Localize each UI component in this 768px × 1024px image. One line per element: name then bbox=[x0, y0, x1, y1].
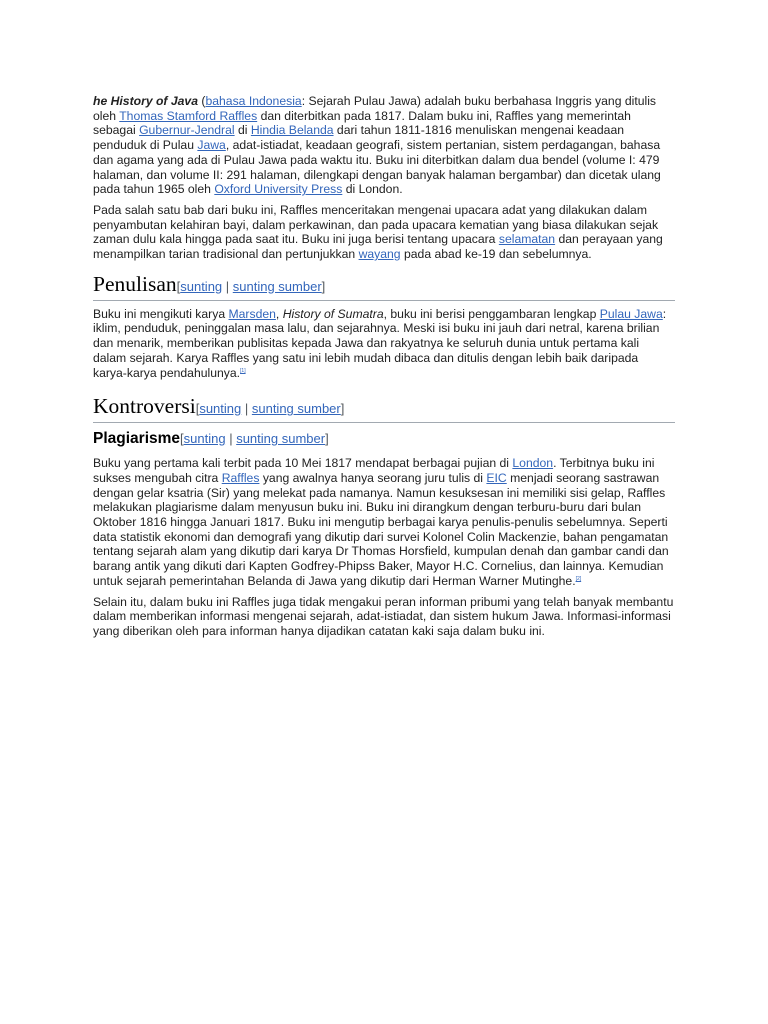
heading-title-plagiarisme: Plagiarisme bbox=[93, 430, 181, 448]
article-body bbox=[93, 94, 675, 645]
section-heading-plagiarisme bbox=[93, 429, 675, 449]
section-heading-penulisan bbox=[93, 272, 675, 301]
text-run: pada abad ke-19 dan sebelumnya. bbox=[400, 247, 592, 262]
link-eic[interactable]: EIC bbox=[486, 470, 507, 485]
link-jawa[interactable]: Jawa bbox=[197, 138, 226, 153]
link-oxford-university-press[interactable]: Oxford University Press bbox=[214, 182, 343, 197]
separator: | bbox=[241, 401, 252, 417]
penulisan-paragraph bbox=[93, 307, 675, 381]
heading-title-penulisan: Penulisan bbox=[93, 271, 177, 296]
text-run: di bbox=[234, 123, 251, 138]
separator: | bbox=[225, 431, 237, 447]
text-run: , buku ini berisi penggambaran lengkap bbox=[383, 306, 600, 321]
link-marsden[interactable]: Marsden bbox=[228, 306, 276, 321]
edit-section-links bbox=[180, 431, 329, 446]
bracket-close: ] bbox=[340, 401, 345, 417]
edit-link[interactable]: sunting bbox=[180, 278, 223, 294]
bracket-open: [ bbox=[180, 431, 184, 447]
edit-section-links bbox=[177, 279, 326, 294]
plagiarisme-paragraph-2: Selain itu, dalam buku ini Raffles juga tidak mengakui peran informan pribumi yang telah banyak membantu dalam memberikan informasi mengenai sejarah, adat-istiadat, dan sistem hukum Jawa. Informasi-informasi yang diberikan oleh para informan hanya dijadikan catatan kaki saja dalam buku ini. bbox=[93, 594, 674, 638]
text-run: Buku yang pertama kali terbit pada 10 Mei 1817 mendapat berbagai pujian di bbox=[93, 456, 513, 471]
plagiarisme-paragraph-1 bbox=[93, 456, 675, 588]
edit-source-link[interactable]: sunting sumber bbox=[251, 401, 341, 417]
book-title: History of Sumatra bbox=[282, 306, 384, 321]
article-title: he History of Java bbox=[93, 94, 198, 108]
text-run: Buku ini mengikuti karya bbox=[93, 306, 229, 321]
text-run: . Terbitnya buku ini sukses mengubah citra bbox=[93, 456, 655, 485]
text-run: yang awalnya hanya seorang juru tulis di bbox=[259, 470, 487, 485]
text-run: dan diterbitkan pada 1817. Dalam buku ini, Raffles yang memerintah sebagai bbox=[93, 108, 631, 138]
text-run: : Sejarah Pulau Jawa) adalah buku berbahasa Inggris yang ditulis oleh bbox=[93, 94, 657, 123]
link-selamatan[interactable]: selamatan bbox=[498, 232, 556, 247]
bracket-open: [ bbox=[176, 278, 181, 294]
link-pulau-jawa[interactable]: Pulau Jawa bbox=[599, 306, 663, 321]
link-hindia-belanda[interactable]: Hindia Belanda bbox=[250, 123, 334, 138]
link-london[interactable]: London bbox=[512, 456, 554, 471]
text-run: : iklim, penduduk, peninggalan masa lalu, dan sejarahnya. Meski isi buku ini jauh dari netral, karena brilian dan menarik, memberikan publisitas kepada Jawa dan rakyatnya ke seluruh dunia untuk pertama kali dalam sejarah. Karya Raffles yang satu ini lebih mudah dibaca dan ditulis dengan lebih baik daripada karya-karya pendahulunya. bbox=[93, 306, 667, 380]
text-run: dan perayaan yang menampilkan tarian tradisional dan pertunjukkan bbox=[93, 232, 663, 262]
edit-section-links bbox=[196, 401, 345, 416]
link-wayang[interactable]: wayang bbox=[358, 247, 401, 262]
edit-link[interactable]: sunting bbox=[199, 401, 242, 417]
intro-paragraph-1 bbox=[93, 94, 675, 197]
text-run: , adat-istiadat, keadaan geografi, sistem pertanian, sistem perdagangan, bahasa dan agama yang ada di Pulau Jawa pada waktu itu. Buku ini diterbitkan dalam dua bendel (volume I: 479 halaman, dan volume II: 291 halaman, dilengkapi dengan banyak halaman bergambar) dan dicetak ulang pada tahun 1965 oleh bbox=[93, 138, 661, 197]
link-bahasa-indonesia[interactable]: bahasa Indonesia bbox=[205, 94, 302, 108]
heading-title-kontroversi: Kontroversi bbox=[93, 394, 196, 419]
text-run: dari tahun 1811-1816 menuliskan mengenai keadaan penduduk di Pulau bbox=[93, 123, 624, 153]
edit-source-link[interactable]: sunting sumber bbox=[236, 431, 326, 447]
text-run: , bbox=[275, 306, 283, 321]
text-run: menjadi seorang sastrawan dengan gelar ksatria (Sir) yang melekat pada namanya. Namun kesuksesan ini memiliki sisi gelap, Raffles melakukan plagiarisme dalam menyusun buku ini. Buku ini dirangkum dengan terburu-buru dari bulan Oktober 1816 hingga Januari 1817. Buku ini mengutip berbagai karya penulis-penulis sebelumnya. Seperti data statistik ekonomi dan demografi yang dikutip dari survei Kolonel Colin Mackenzie, bahan pengamatan tentang sejarah alam yang dikutip dari karya Dr Thomas Horsfield, kumpulan denah dan gambar candi dan barang antik yang dikuti dari Kapten Godfrey-Phipss Baker, Mayor H.C. Cornelius, dan lainnya. Kemudian untuk sejarah pemerintahan Belanda di Jawa yang dikutip dari Herman Warner Mutinghe. bbox=[93, 470, 669, 588]
section-heading-kontroversi bbox=[93, 394, 675, 423]
link-thomas-stamford-raffles[interactable]: Thomas Stamford Raffles bbox=[119, 108, 258, 123]
text-run: Pada salah satu bab dari buku ini, Raffles menceritakan mengenai upacara adat yang dilakukan dalam penyambutan kelahiran bayi, dalam perkawinan, dan pada upacara kematian yang biasa dilakukan sejak zaman dulu kala hingga pada saat itu. Buku ini juga berisi tentang upacara bbox=[93, 202, 659, 247]
bracket-close: ] bbox=[321, 278, 326, 294]
bracket-open: [ bbox=[195, 401, 200, 417]
edit-link[interactable]: sunting bbox=[183, 431, 226, 447]
reference-link-2[interactable]: [2] bbox=[575, 575, 582, 582]
reference-link-1[interactable]: [1] bbox=[240, 367, 246, 374]
separator: | bbox=[222, 278, 233, 294]
link-gubernur-jendral[interactable]: Gubernur-Jendral bbox=[139, 123, 235, 138]
text-run: di London. bbox=[342, 182, 403, 197]
text-run: ( bbox=[198, 94, 206, 108]
edit-source-link[interactable]: sunting sumber bbox=[232, 278, 322, 294]
intro-paragraph-2 bbox=[93, 203, 675, 262]
bracket-close: ] bbox=[325, 431, 329, 447]
link-raffles[interactable]: Raffles bbox=[221, 470, 260, 485]
